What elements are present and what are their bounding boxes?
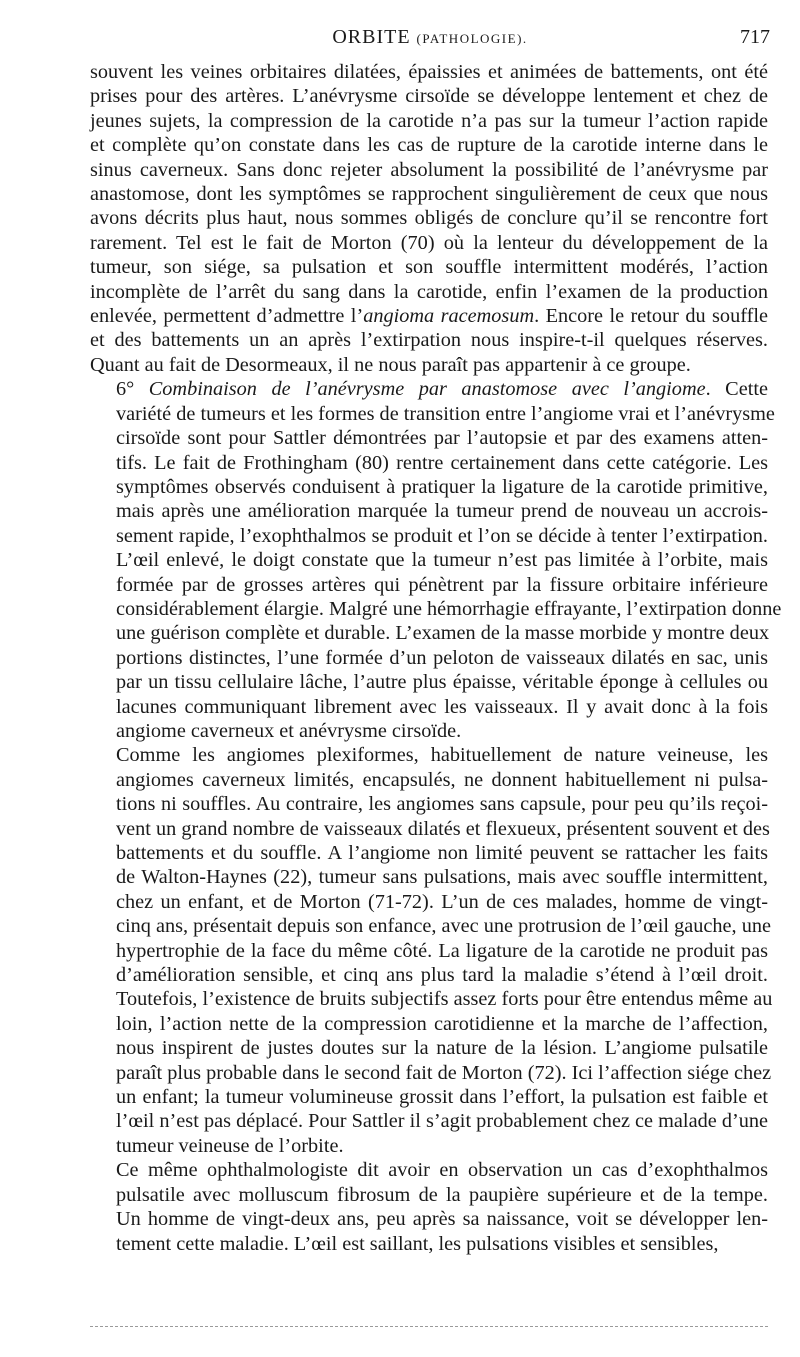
text-line: sement rapide, l’exophthalmos se produit et l’on se décide à tenter l’extirpation. xyxy=(116,524,768,547)
text-line: tumeur veineuse de l’orbite. xyxy=(116,1134,344,1157)
text-line: sinus caverneux. Sans donc rejeter absolument la possibilité de l’anévrysme par xyxy=(90,158,768,181)
text-line: formée par de grosses artères qui pénètrent par la fissure orbitaire inférieure xyxy=(116,573,768,596)
text-line: rarement. Tel est le fait de Morton (70) où la lenteur du développement de la xyxy=(90,231,768,254)
text-line: 6° Combinaison de l’anévrysme par anastomose avec l’angiome. Cette xyxy=(116,378,768,401)
text-line: et complète qu’on constate dans les cas de rupture de la carotide interne dans le xyxy=(90,134,768,157)
text-line: Ce même ophthalmologiste dit avoir en observation un cas d’exophthalmos xyxy=(116,1159,768,1182)
running-title-main: ORBITE xyxy=(332,26,411,48)
text-line: tement cette maladie. L’œil est saillant, les pulsations visibles et sensibles, xyxy=(116,1232,719,1255)
text-line: de Walton-Haynes (22), tumeur sans pulsations, mais avec souffle intermittent, xyxy=(116,866,768,889)
body-text xyxy=(90,60,782,1256)
text-line: angiome caverneux et anévrysme cirsoïde. xyxy=(116,719,462,742)
text-line: battements et du souffle. A l’angiome non limité peuvent se rattacher les faits xyxy=(116,842,768,864)
text-line: pulsatile avec molluscum fibrosum de la paupière supérieure et de la tempe. xyxy=(116,1183,768,1206)
running-header xyxy=(90,26,770,56)
text-line: symptômes observés conduisent à pratiquer la ligature de la carotide primitive, xyxy=(116,475,768,498)
text-line: tifs. Le fait de Frothingham (80) rentre certainement dans cette catégorie. Les xyxy=(116,451,768,474)
text-line: loin, l’action nette de la compression carotidienne et la marche de l’affection, xyxy=(116,1012,768,1035)
text-line: variété de tumeurs et les formes de transition entre l’angiome vrai et l’anévrysme xyxy=(116,402,775,425)
text-line: jeunes sujets, la compression de la carotide n’a pas sur la tumeur l’action rapide xyxy=(90,109,768,132)
text-line: cinq ans, présentait depuis son enfance, avec une protrusion de l’œil gauche, une xyxy=(116,915,771,938)
text-line: d’amélioration sensible, et cinq ans plus tard la maladie s’étend à l’œil droit. xyxy=(116,964,768,987)
text-line: un enfant; la tumeur volumineuse grossit dans l’effort, la pulsation est faible et xyxy=(116,1086,768,1109)
text-line: angiomes caverneux limités, encapsulés, ne donnent habituellement ni pulsa- xyxy=(116,768,768,791)
text-line: enlevée, permettent d’admettre l’angioma racemosum. Encore le retour du souffle xyxy=(90,305,768,328)
text-line: souvent les veines orbitaires dilatées, épaissies et animées de battements, ont été xyxy=(90,61,768,83)
footer-dotted-rule xyxy=(90,1326,768,1327)
text-line: Comme les angiomes plexiformes, habituellement de nature veineuse, les xyxy=(116,744,768,767)
text-line: avons décrits plus haut, nous sommes obligés de conclure qu’il se rencontre fort xyxy=(90,207,768,230)
text-line: et des battements un an après l’extirpation nous inspire-t-il quelques réserves. xyxy=(90,329,768,352)
text-line: cirsoïde sont pour Sattler démontrées par l’autopsie et par des examens atten- xyxy=(116,427,768,450)
paragraph xyxy=(90,60,768,377)
text-line: Quant au fait de Desormeaux, il ne nous paraît pas appartenir à ce groupe. xyxy=(90,353,691,376)
text-line: Un homme de vingt-deux ans, peu après sa naissance, voit se développer len- xyxy=(116,1208,768,1231)
text-line: chez un enfant, et de Morton (71-72). L’un de ces malades, homme de vingt- xyxy=(116,890,768,913)
text-line: tions ni souffles. Au contraire, les angiomes sans capsule, pour peu qu’ils reçoi- xyxy=(116,793,768,816)
text-line: paraît plus probable dans le second fait de Morton (72). Ici l’affection siége chez xyxy=(116,1061,772,1084)
paragraph xyxy=(90,1158,768,1256)
text-line: vent un grand nombre de vaisseaux dilatés et flexueux, présentent souvent et des xyxy=(116,817,770,840)
paragraph xyxy=(90,743,773,1158)
text-line: par un tissu cellulaire lâche, l’autre plus épaisse, véritable éponge à cellules ou xyxy=(116,671,768,694)
running-title-subtitle: (PATHOLOGIE). xyxy=(416,31,528,46)
text-line: l’œil n’est pas déplacé. Pour Sattler il s’agit probablement chez ce malade d’une xyxy=(116,1110,768,1133)
text-line: lacunes communiquant librement avec les vaisseaux. Il y avait donc à la fois xyxy=(116,695,768,718)
text-line: hypertrophie de la face du même côté. La ligature de la carotide ne produit pas xyxy=(116,939,768,962)
text-line: prises pour des artères. L’anévrysme cirsoïde se développe lentement et chez de xyxy=(90,85,768,108)
text-line: Toutefois, l’existence de bruits subjectifs assez forts pour être entendus même au xyxy=(116,988,773,1011)
text-line: incomplète de l’arrêt du sang dans la carotide, enfin l’examen de la production xyxy=(90,280,768,303)
text-line: anastomose, dont les symptômes se rapprochent singulièrement de ceux que nous xyxy=(90,183,768,206)
page-number: 717 xyxy=(740,26,770,48)
text-line: portions distinctes, l’une formée d’un peloton de vaisseaux dilatés en sac, unis xyxy=(116,646,768,669)
text-line: une guérison complète et durable. L’examen de la masse morbide y montre deux xyxy=(116,622,770,645)
text-line: mais après une amélioration marquée la tumeur prend de nouveau un accrois- xyxy=(116,500,768,523)
paragraph xyxy=(90,377,782,743)
text-line: tumeur, son siége, sa pulsation et son souffle intermittent modérés, l’action xyxy=(90,256,768,279)
text-line: L’œil enlevé, le doigt constate que la tumeur n’est pas limitée à l’orbite, mais xyxy=(116,549,768,572)
text-line: considérablement élargie. Malgré une hémorrhagie effrayante, l’extirpation donne xyxy=(116,597,782,620)
running-title xyxy=(90,26,770,49)
text-line: nous inspirent de justes doutes sur la nature de la lésion. L’angiome pulsatile xyxy=(116,1037,768,1060)
